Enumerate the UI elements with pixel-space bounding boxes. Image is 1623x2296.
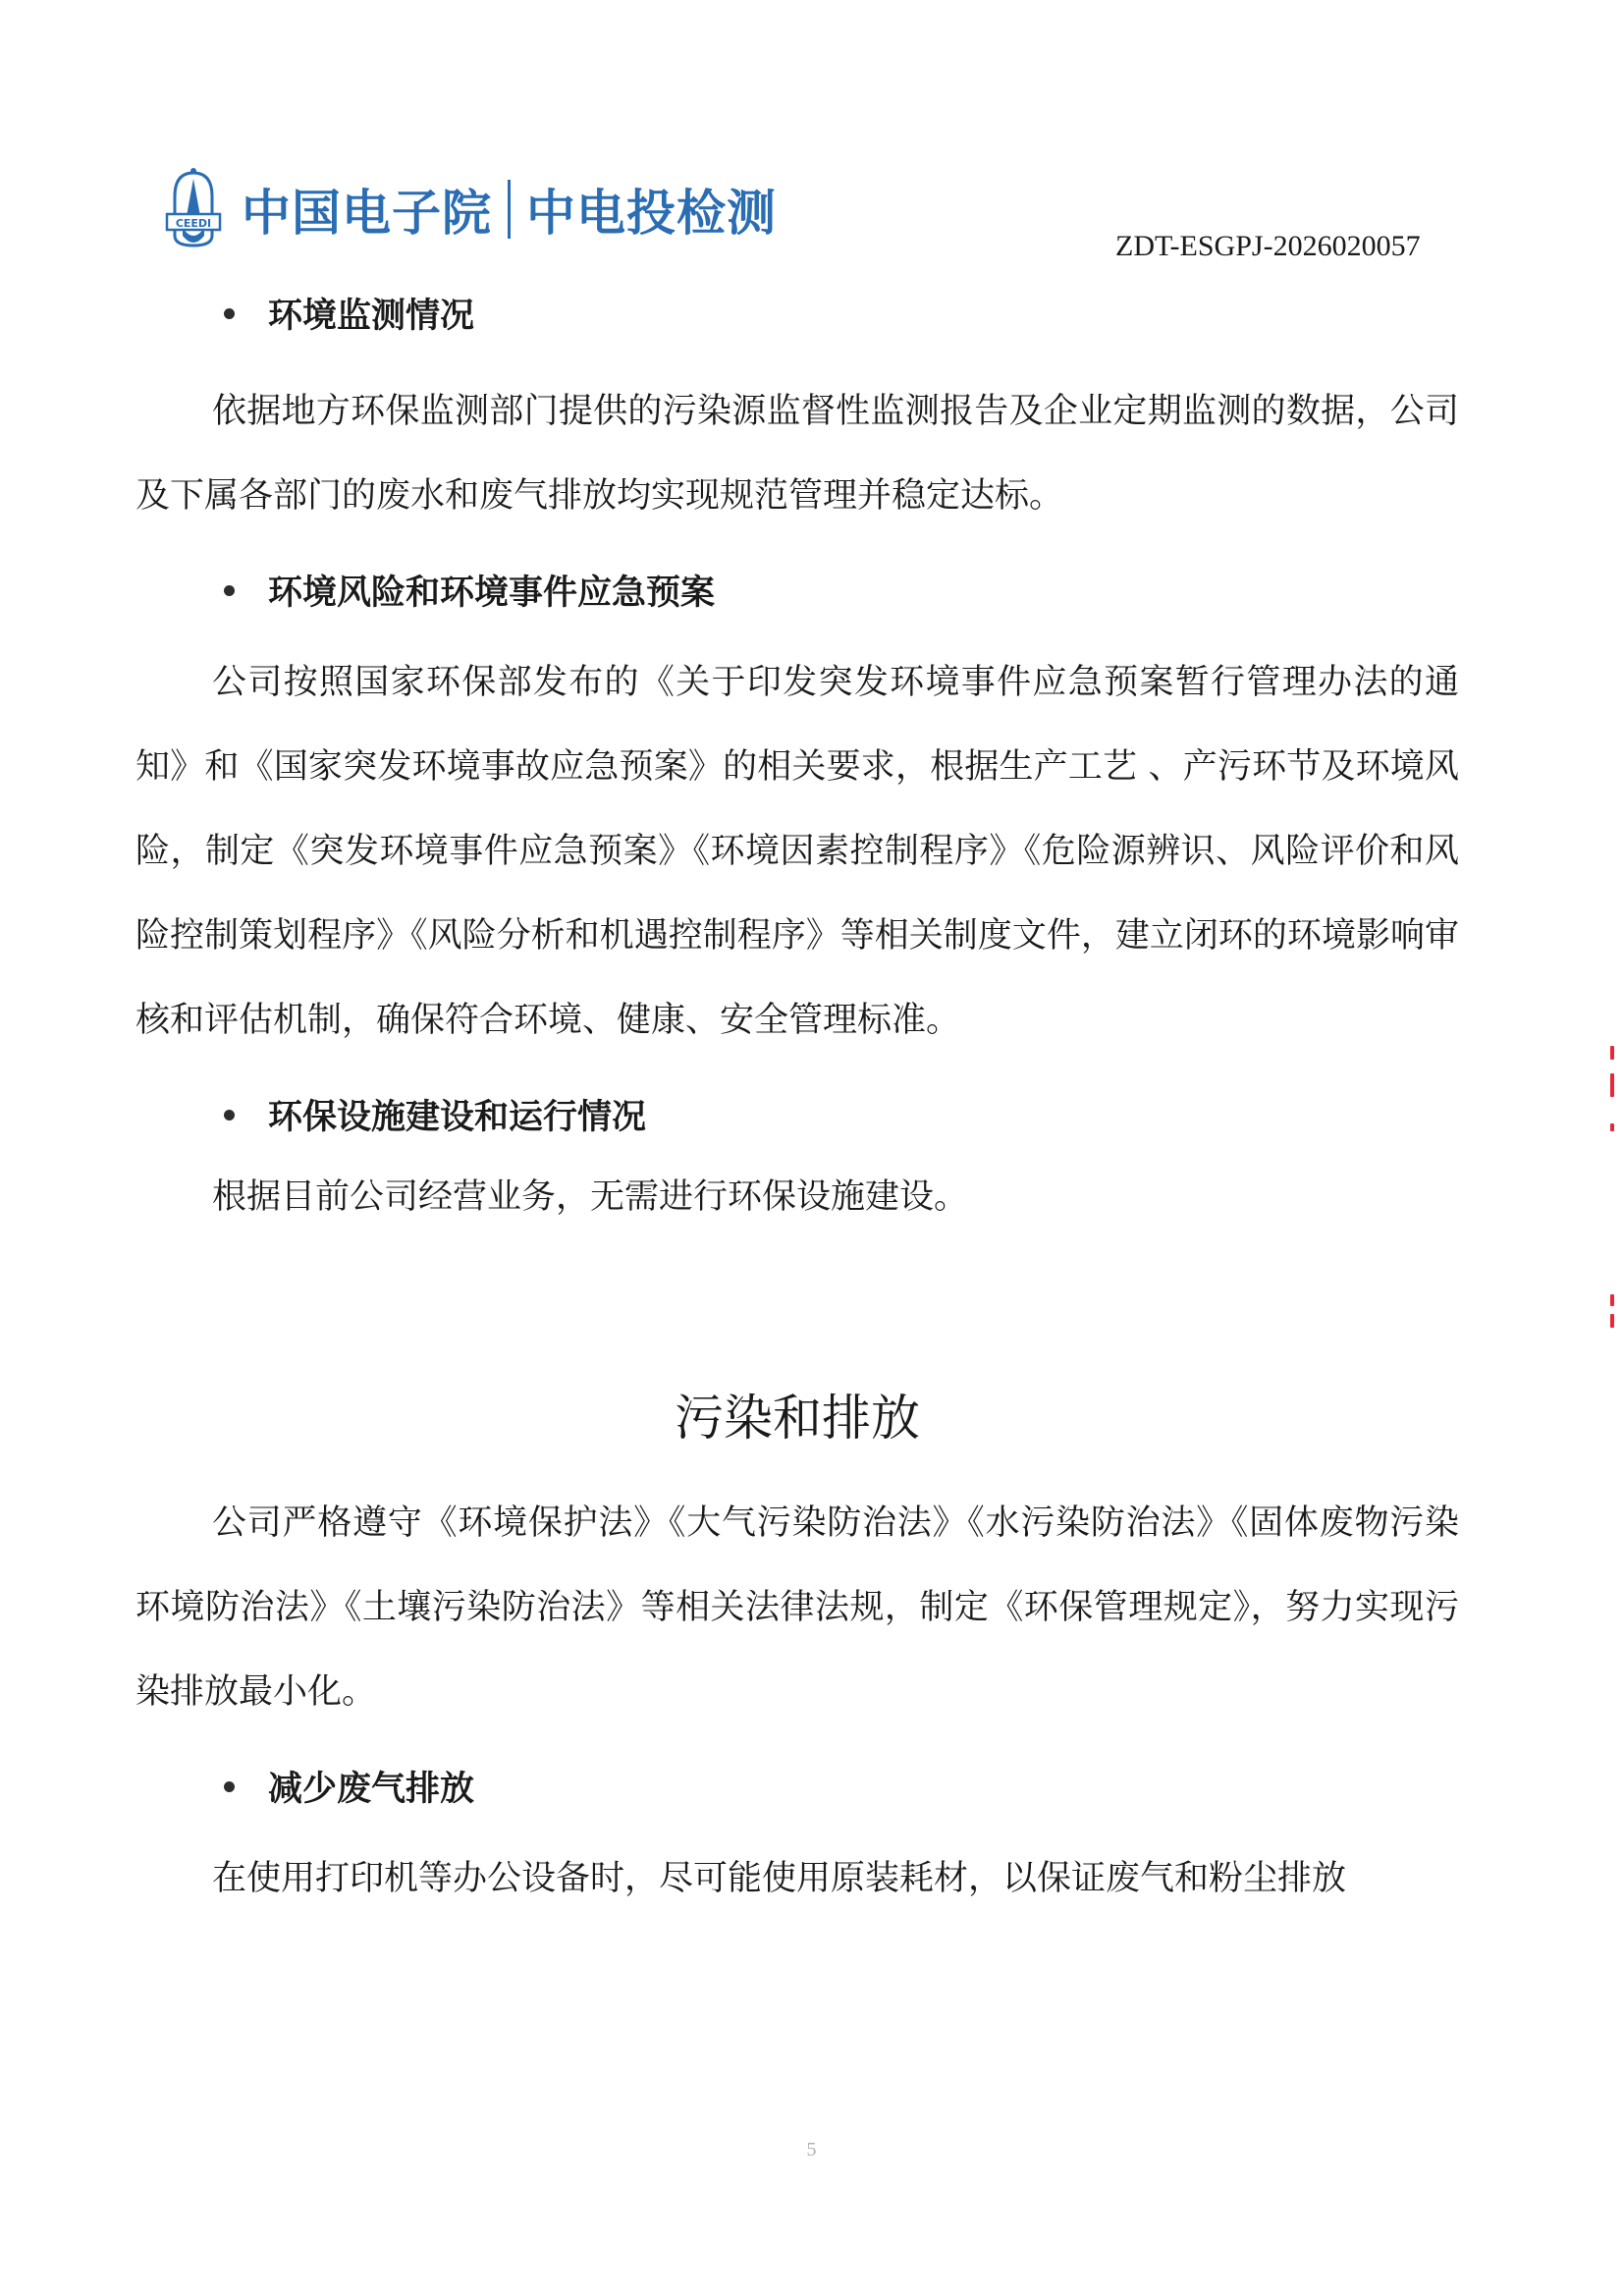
document-code: ZDT-ESGPJ-2026020057 [1115,230,1421,262]
bullet-heading-reduce-exhaust [135,1752,1459,1821]
bullet-heading-facility-construction [135,1080,1459,1149]
bullet-icon [224,308,235,319]
ceedi-emblem-icon [165,167,222,251]
heading-text: 环境风险和环境事件应急预案 [268,574,716,613]
logo-org-primary: 中国电子院 [242,185,492,242]
bullet-icon [224,1110,235,1121]
bullet-icon [224,585,235,596]
paragraph-risk-emergency-plan: 公司按照国家环保部发布的《关于印发突发环境事件应急预案暂行管理办法的通知》和《国家突发环境事故应急预案》的相关要求，根据生产工艺 、产污环节及环境风险，制定《突发环境事件应急预案》《环境因素控制程序》《危险源辨识、风险评价和风险控制策划程序》《风险分析和机遇控制程序》等相关制度文件，建立闭环的环境影响审核和评估机制，确保符合环境、健康、安全管理标准。 [135,663,1459,1040]
company-logo [165,165,777,253]
seal-mark [1610,1123,1614,1131]
bullet-icon [224,1781,235,1792]
document-body [135,273,1459,1921]
page-number: 5 [806,2139,817,2160]
heading-text: 环保设施建设和运行情况 [268,1098,647,1137]
svg-text:CEEDI: CEEDI [175,217,212,230]
seal-mark [1610,1294,1614,1306]
section-title-pollution-emissions: 污染和排放 [675,1390,920,1447]
paragraph-environmental-monitoring: 依据地方环保监测部门提供的污染源监督性监测报告及企业定期监测的数据，公司及下属各部门的废水和废气排放均实现规范管理并稳定达标。 [135,392,1459,516]
heading-text: 环境监测情况 [268,297,475,336]
logo-divider [508,180,511,239]
seal-mark [1610,1314,1614,1328]
paragraph-pollution-emissions: 公司严格遵守《环境保护法》《大气污染防治法》《水污染防治法》《固体废物污染环境防治法》《土壤污染防治法》等相关法律法规，制定《环保管理规定》，努力实现污染排放最小化。 [135,1503,1459,1712]
heading-text: 减少废气排放 [268,1770,475,1809]
paragraph-reduce-exhaust: 在使用打印机等办公设备时，尽可能使用原装耗材，以保证废气和粉尘排放 [212,1859,1347,1898]
seal-mark [1610,1046,1614,1060]
bullet-heading-risk-emergency-plan [135,556,1459,625]
seal-mark [1610,1073,1614,1097]
logo-org-secondary: 中电投检测 [526,185,777,242]
paragraph-facility-construction: 根据目前公司经营业务，无需进行环保设施建设。 [212,1177,969,1217]
bullet-heading-environmental-monitoring [135,279,1459,348]
